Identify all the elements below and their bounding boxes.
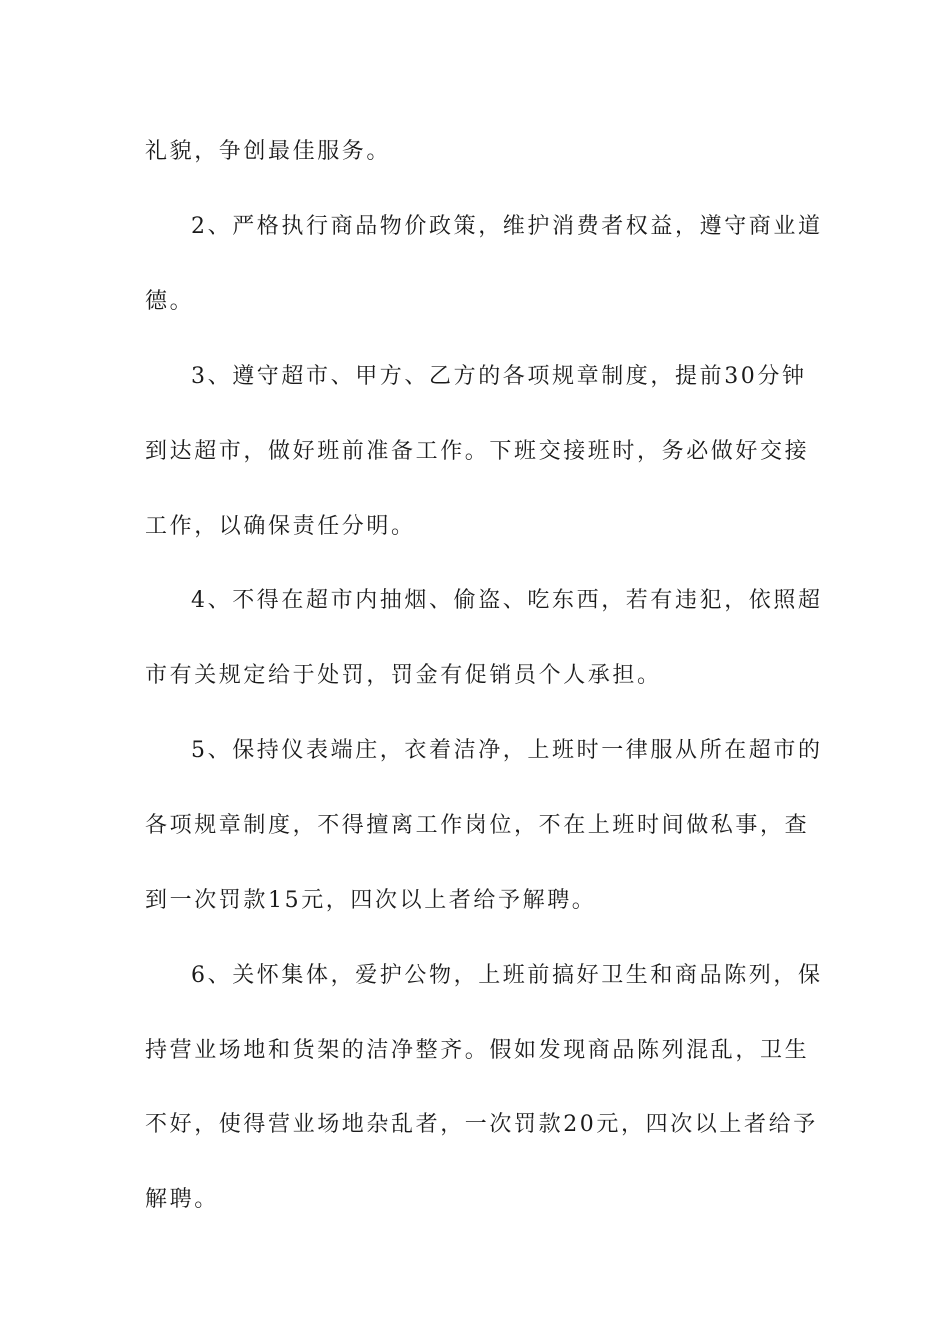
text-line: 持营业场地和货架的洁净整齐。假如发现商品陈列混乱，卫生 xyxy=(145,1038,810,1063)
paragraph-6-line: 6、关怀集体，爱护公物，上班前搞好卫生和商品陈列，保 xyxy=(191,963,823,988)
paragraph-5-line: 5、保持仪表端庄，衣着洁净，上班时一律服从所在超市的 xyxy=(191,738,823,763)
paragraph-3-line: 3、遵守超市、甲方、乙方的各项规章制度，提前30分钟 xyxy=(191,364,807,389)
paragraph-2-line: 2、严格执行商品物价政策，维护消费者权益，遵守商业道 xyxy=(191,214,823,239)
text-line: 不好，使得营业场地杂乱者，一次罚款20元，四次以上者给予 xyxy=(145,1112,818,1137)
text-line: 各项规章制度，不得擅离工作岗位，不在上班时间做私事，查 xyxy=(145,813,810,838)
text-line: 市有关规定给于处罚，罚金有促销员个人承担。 xyxy=(145,663,662,688)
text-line: 解聘。 xyxy=(145,1187,219,1212)
text-line: 德。 xyxy=(145,289,195,314)
text-line: 到达超市，做好班前准备工作。下班交接班时，务必做好交接 xyxy=(145,439,810,464)
text-line: 工作，以确保责任分明。 xyxy=(145,514,416,539)
text-line: 礼貌，争创最佳服务。 xyxy=(145,139,392,164)
paragraph-4-line: 4、不得在超市内抽烟、偷盗、吃东西，若有违犯，依照超 xyxy=(191,588,823,613)
text-line: 到一次罚款15元，四次以上者给予解聘。 xyxy=(145,888,597,913)
